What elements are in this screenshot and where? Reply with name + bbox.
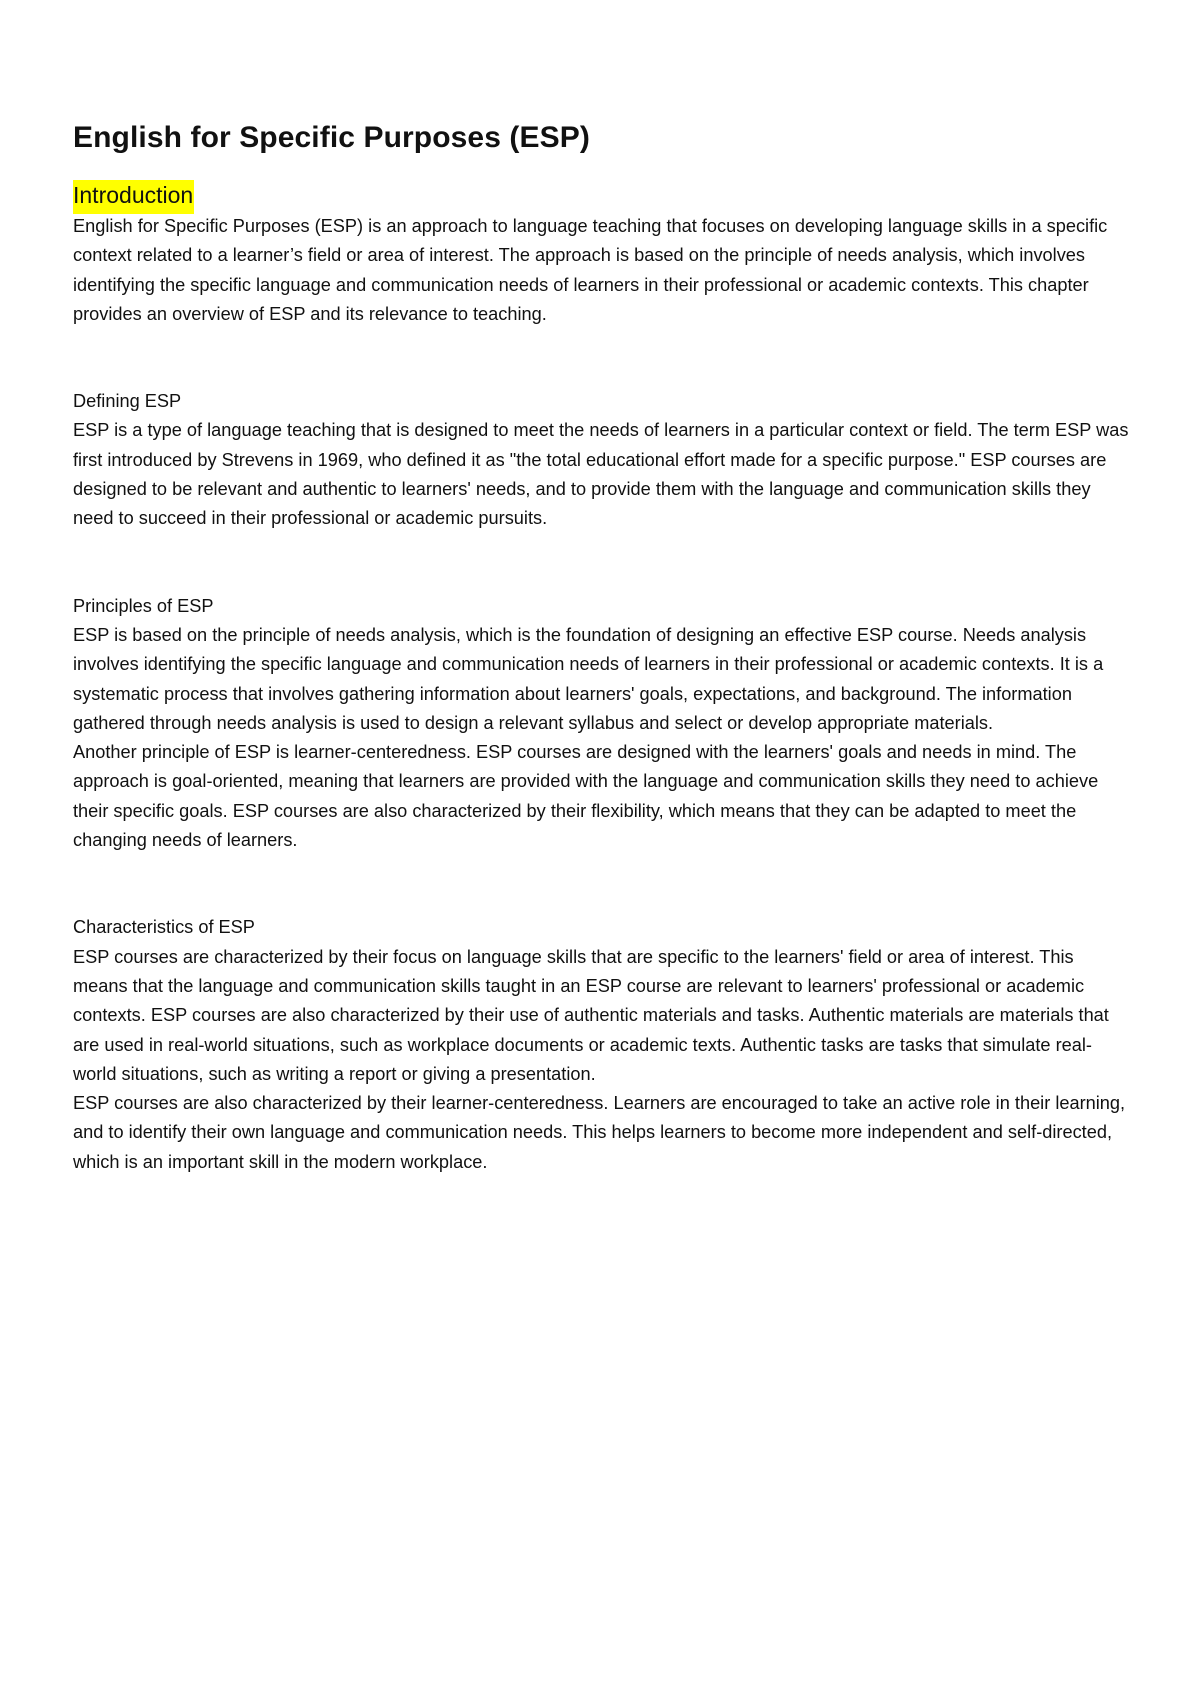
intro-heading-highlight: Introduction [73,180,194,214]
section-heading-defining-esp: Defining ESP [73,391,182,412]
characteristics-paragraph-1: ESP courses are characterized by their focus on language skills that are specific to the learners' field or area of interest. This means that the language and communication skills taught in an ESP course are relevant to learners' professional or academic contexts. ESP courses are also characterized by their use of authentic materials and tasks. Authentic materials are materials that are used in real-world situations, such as workplace documents or academic texts. Authentic tasks are tasks that simulate real-world situations, such as writing a report or giving a presentation. [73,946,1109,1084]
section-heading-characteristics-of-esp: Characteristics of ESP [73,917,255,938]
document-body [73,118,1133,1177]
section-heading-principles-of-esp: Principles of ESP [73,595,214,616]
intro-paragraph: English for Specific Purposes (ESP) is an approach to language teaching that focuses on developing language skills in a specific context related to a learner’s field or area of interest. The approach is based on the principle of needs analysis, which involves identifying the specific language and communication needs of learners in their professional or academic contexts. This chapter provides an overview of ESP and its relevance to teaching. [73,216,1108,324]
document-title: English for Specific Purposes (ESP) [73,121,590,154]
defining-esp-paragraph: ESP is a type of language teaching that is designed to meet the needs of learners in a particular context or field. The term ESP was first introduced by Strevens in 1969, who defined it as "the total educational effort made for a specific purpose." ESP courses are designed to be relevant and authentic to learners' needs, and to provide them with the language and communication skills they need to succeed in their professional or academic pursuits. [73,420,1129,529]
intro-heading [73,178,1133,212]
principles-paragraph-2: Another principle of ESP is learner-centeredness. ESP courses are designed with the learners' goals and needs in mind. The approach is goal-oriented, meaning that learners are provided with the language and communication skills they need to achieve their specific goals. ESP courses are also characterized by their flexibility, which means that they can be adapted to meet the changing needs of learners. [73,742,1099,851]
principles-paragraph-1: ESP is based on the principle of needs analysis, which is the foundation of designing an effective ESP course. Needs analysis involves identifying the specific language and communication needs of learners in their professional or academic contexts. It is a systematic process that involves gathering information about learners' goals, expectations, and background. The information gathered through needs analysis is used to design a relevant syllabus and select or develop appropriate materials. [73,624,1104,733]
characteristics-paragraph-2: ESP courses are also characterized by their learner-centeredness. Learners are encouraged to take an active role in their learning, and to identify their own language and communication needs. This helps learners to become more independent and self-directed, which is an important skill in the modern workplace. [73,1093,1126,1172]
